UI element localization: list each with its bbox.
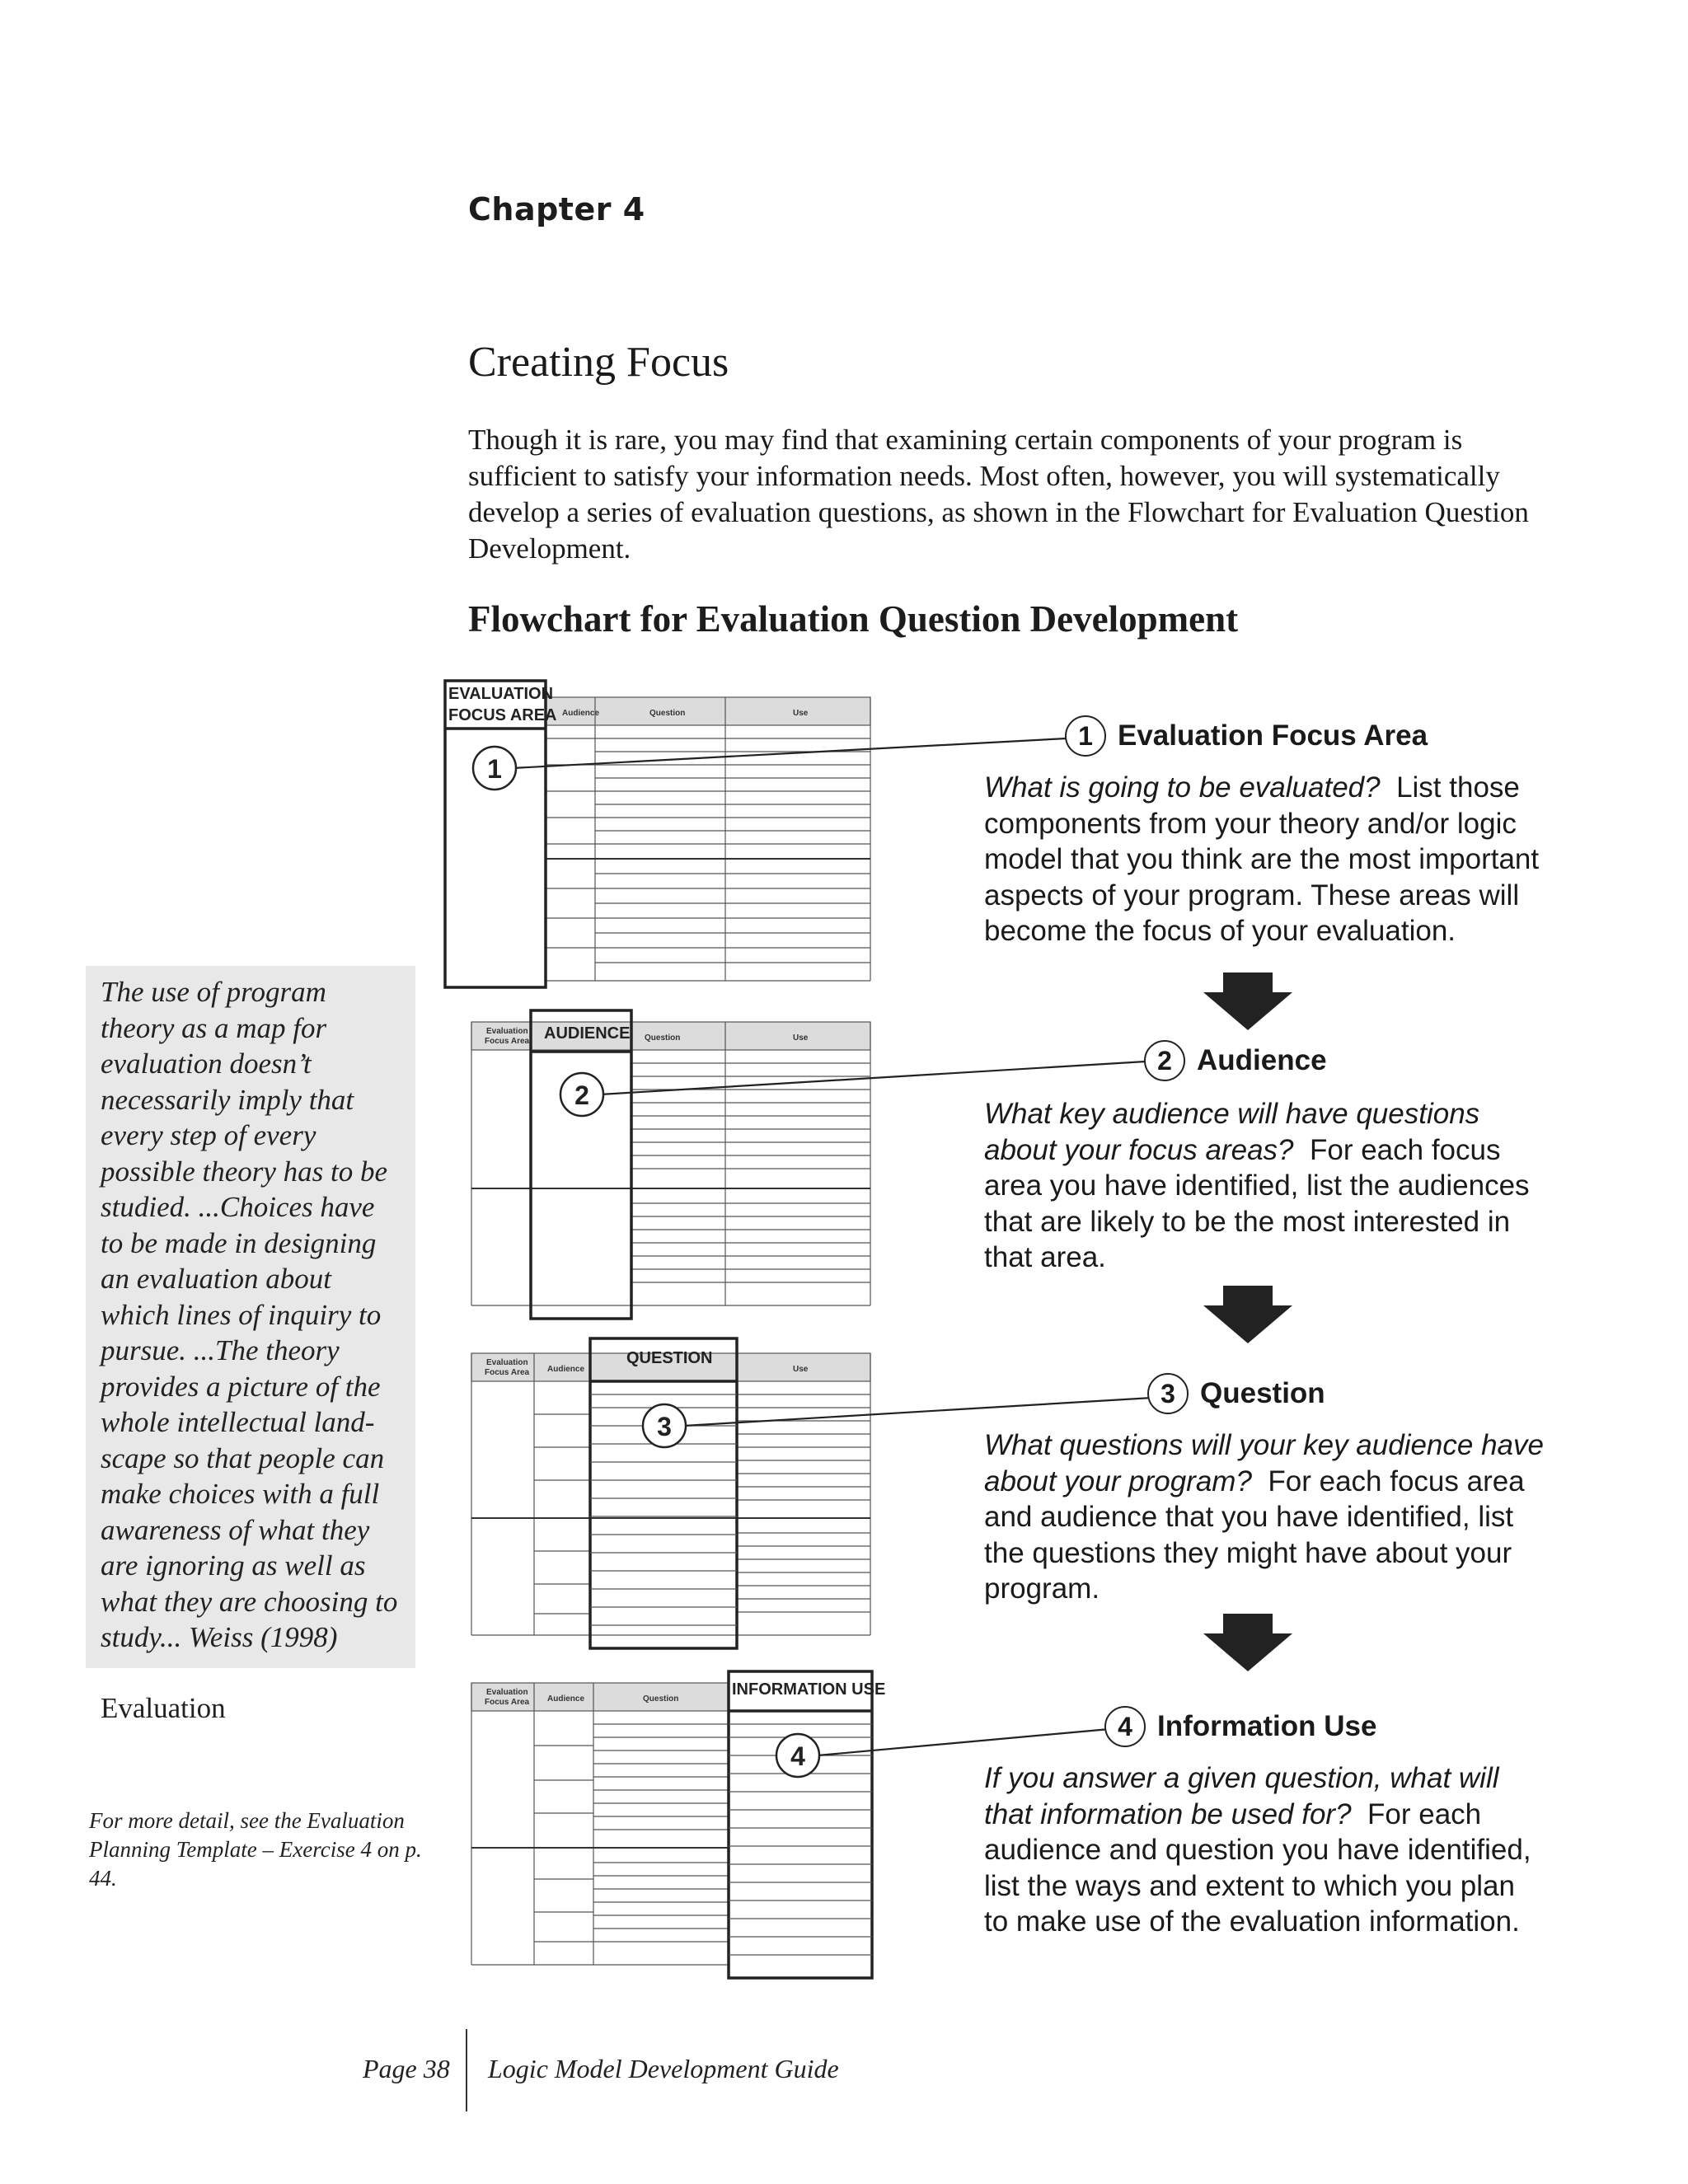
form4-rows (534, 1724, 729, 1942)
svg-text:4: 4 (790, 1741, 805, 1771)
step1-title: Evaluation Focus Area (1118, 719, 1428, 752)
form1-number-badge (473, 747, 516, 790)
form3-focus-header-line1: Evaluation (486, 1358, 528, 1367)
form2-audience-header: AUDIENCE (544, 1024, 631, 1043)
step4-number-badge: 4 (1104, 1706, 1146, 1747)
step4-text: For each audience and question you have identified, list the ways and extent to which you plan to make use of the evaluation information. (984, 1797, 1531, 1938)
chapter-label: Chapter 4 (468, 191, 645, 227)
form-focus-area (445, 681, 870, 987)
step2-heading (1144, 1040, 1327, 1081)
form2-focus-header-line1: Evaluation (486, 1027, 528, 1036)
form-audience (471, 1010, 870, 1319)
step4-title: Information Use (1157, 1710, 1377, 1742)
form3-use-header: Use (793, 1365, 809, 1374)
step1-text: List those components from your theory and/or logic model that you think are the most important aspects of your program. These areas will become the focus of your evaluation. (984, 771, 1540, 947)
step3-number-badge: 3 (1147, 1373, 1189, 1414)
step2-text: For each focus area you have identified, list the audiences that are likely to be the most interested in that area. (984, 1133, 1530, 1273)
down-arrow-2 (1203, 1286, 1292, 1343)
leader-line-4 (818, 1729, 1109, 1755)
form4-info-use-header: INFORMATION USE (732, 1680, 886, 1699)
form2-number-badge (560, 1073, 603, 1116)
form2-use-header: Use (793, 1033, 809, 1043)
step3-question: What questions will your key audience have about your program? (984, 1429, 1544, 1497)
form3-question-header: QUESTION (626, 1349, 713, 1367)
svg-text:3: 3 (657, 1412, 672, 1441)
form4-focus-header-line1: Evaluation (486, 1688, 528, 1697)
step1-number-badge: 1 (1065, 715, 1106, 757)
leader-line-1 (513, 738, 1067, 768)
form3-rows (534, 1394, 870, 1614)
form1-focus-header-line2: FOCUS AREA (448, 706, 557, 724)
step1-question: What is going to be evaluated? (984, 771, 1381, 804)
step2-question: What key audience will have questions about your focus areas? (984, 1098, 1480, 1166)
form1-focus-header-line1: EVALUATION (448, 685, 554, 703)
form4-number-badge (776, 1734, 819, 1777)
svg-text:1: 1 (487, 754, 502, 784)
form4-question-header: Question (643, 1694, 679, 1704)
sidebar-citation: Evaluation (101, 1691, 226, 1724)
step2-number-badge: 2 (1144, 1040, 1185, 1081)
step4-question: If you answer a given question, what will that information be used for? (984, 1762, 1499, 1830)
step3-description (984, 1427, 1545, 1607)
form3-focus-header-line2: Focus Area (485, 1368, 530, 1377)
step3-title: Question (1200, 1377, 1325, 1409)
leader-line-3 (684, 1398, 1152, 1426)
footer-page-number: Page 38 (363, 2054, 450, 2083)
form2-focus-header-line2: Focus Area (485, 1037, 530, 1046)
leader-line-2 (600, 1062, 1146, 1094)
form-information-use (471, 1671, 885, 1978)
form1-use-header: Use (793, 709, 809, 718)
footer-guide-title: Logic Model Development Guide (488, 2054, 839, 2083)
form1-question-header: Question (649, 709, 686, 718)
step3-text: For each focus area and audience that you have identified, list the questions they might have about your program. (984, 1465, 1525, 1605)
section-title: Creating Focus (468, 339, 729, 386)
down-arrow-3 (1203, 1614, 1292, 1671)
svg-text:2: 2 (574, 1080, 589, 1110)
form3-number-badge (643, 1404, 686, 1447)
form2-rows (631, 1063, 870, 1282)
step4-description (984, 1760, 1545, 1940)
step2-description (984, 1096, 1545, 1276)
form1-rows (546, 738, 870, 963)
footer-divider (466, 2029, 467, 2111)
form4-focus-header-line2: Focus Area (485, 1698, 530, 1707)
sidebar-quote: The use of program theory as a map for evaluation doesn’t necessarily imply that every step of every possible theory has to be studied. ...Choices have to be made in designing an evaluation about which lines of inquiry to pursue. ...The theory provides a picture of the whole intellectual land-scape so that people can make choices with a full awareness of what they are ignoring as well as what they are choosing to study... Weiss (1998) (101, 976, 398, 1653)
down-arrow-1 (1203, 972, 1292, 1030)
step3-heading (1147, 1373, 1325, 1414)
step4-heading (1104, 1706, 1376, 1747)
form1-audience-header: Audience (562, 709, 600, 718)
form3-audience-header: Audience (547, 1365, 585, 1374)
flowchart-title: Flowchart for Evaluation Question Development (468, 598, 1239, 640)
step1-description (984, 770, 1545, 949)
form-question (471, 1338, 870, 1648)
form4-audience-header: Audience (547, 1694, 585, 1704)
form2-question-header: Question (645, 1033, 681, 1043)
step2-title: Audience (1197, 1044, 1327, 1076)
margin-note: For more detail, see the Evaluation Planning Template – Exercise 4 on p. 44. (89, 1808, 422, 1891)
step1-heading (1065, 715, 1428, 757)
intro-paragraph: Though it is rare, you may find that examining certain components of your program is sufficient to satisfy your information needs. Most often, however, you will systematically develop a series of evaluation questions, as shown in the Flowchart for Evaluation Question Development. (468, 424, 1529, 565)
